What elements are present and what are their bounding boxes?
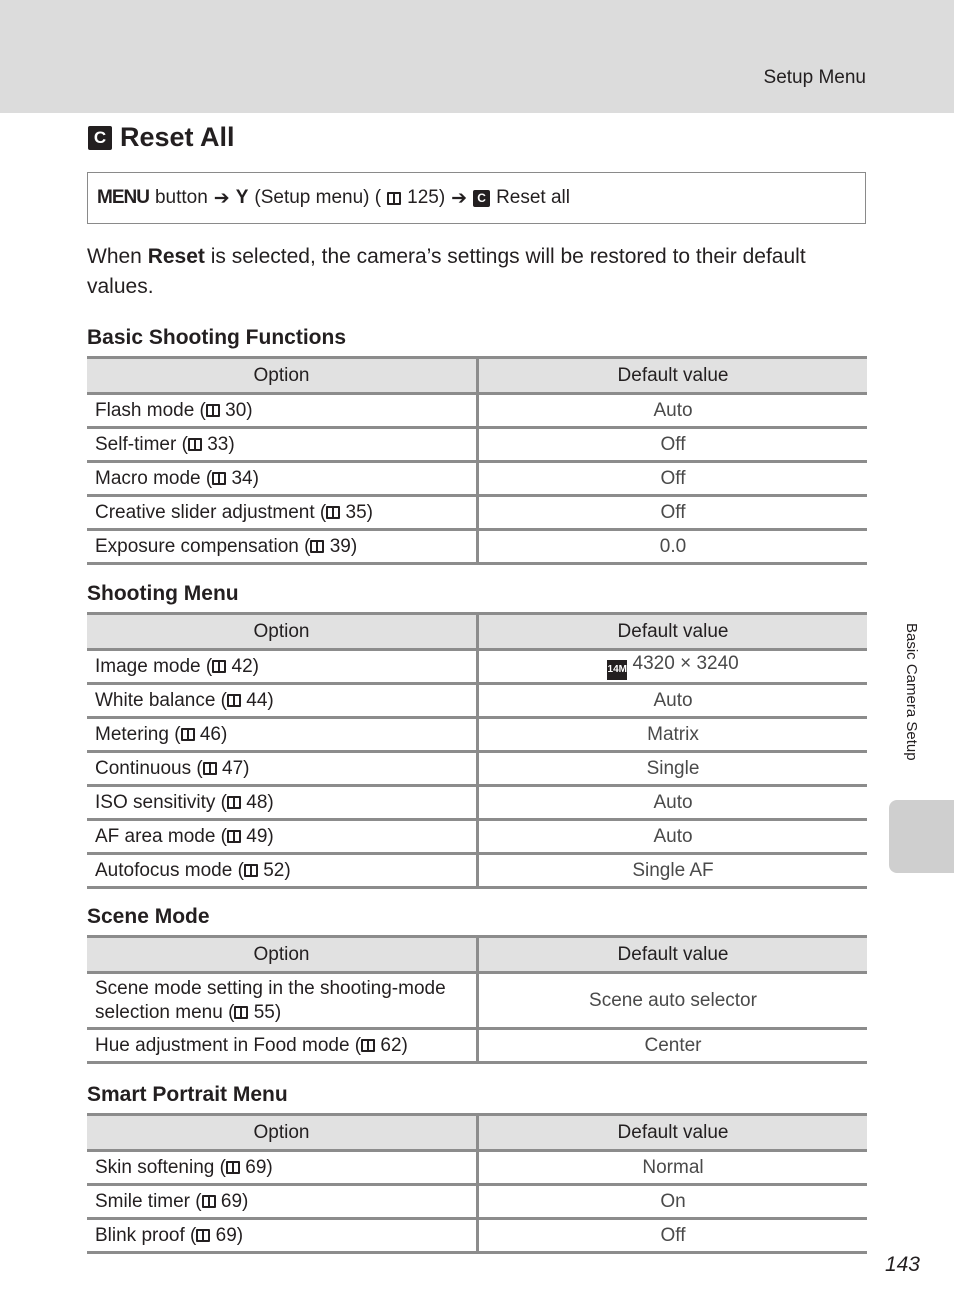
option-text: Creative slider adjustment ( xyxy=(95,501,327,523)
option-cell xyxy=(87,854,478,888)
option-page: 52) xyxy=(263,859,291,881)
option-page: 34) xyxy=(231,467,259,489)
option-text: ISO sensitivity ( xyxy=(95,791,227,813)
page-reference-icon xyxy=(203,762,217,775)
option-cell xyxy=(87,428,478,462)
page-reference-icon xyxy=(202,1195,216,1208)
option-cell xyxy=(87,820,478,854)
default-value-cell: Center xyxy=(478,1029,868,1063)
default-value-cell: Auto xyxy=(478,394,868,428)
option-cell xyxy=(87,1185,478,1219)
page-title xyxy=(88,122,235,153)
page-reference-icon xyxy=(181,728,195,741)
section-title-basic-shooting: Basic Shooting Functions xyxy=(87,326,347,349)
arrow-right-icon: ➔ xyxy=(451,187,468,209)
table-row xyxy=(87,1029,867,1063)
default-value-cell: Auto xyxy=(478,820,868,854)
column-header-option: Option xyxy=(87,937,478,973)
option-page: 35) xyxy=(345,501,374,523)
wrench-icon: Y xyxy=(235,187,249,208)
option-cell xyxy=(87,650,478,684)
intro-text-before: When xyxy=(87,245,148,268)
default-value-cell: Off xyxy=(478,428,868,462)
page-reference-icon xyxy=(227,796,241,809)
page-reference-icon xyxy=(206,404,220,417)
default-value-cell: Auto xyxy=(478,684,868,718)
default-value-cell: Scene auto selector xyxy=(478,973,868,1029)
option-page: 62) xyxy=(380,1034,408,1056)
table-row xyxy=(87,820,867,854)
table-row xyxy=(87,496,867,530)
section-title-shooting-menu: Shooting Menu xyxy=(87,582,239,605)
intro-bold-term: Reset xyxy=(147,245,205,268)
option-cell xyxy=(87,1029,478,1063)
page-reference-icon xyxy=(196,1229,210,1242)
option-cell xyxy=(87,973,478,1029)
option-page: 47) xyxy=(222,757,250,779)
table-header-row xyxy=(87,358,867,394)
option-page: 39) xyxy=(329,535,358,557)
option-cell xyxy=(87,530,478,564)
scene-mode-table xyxy=(87,935,867,1064)
option-text-line1: Scene mode setting in the shooting-mode xyxy=(95,977,446,999)
default-value-cell: Single AF xyxy=(478,854,868,888)
default-value-text: 4320 × 3240 xyxy=(632,653,739,674)
table-row xyxy=(87,394,867,428)
column-header-option: Option xyxy=(87,614,478,650)
menu-path-reset-text: Reset all xyxy=(496,187,570,208)
table-header-row xyxy=(87,1115,867,1151)
option-cell xyxy=(87,496,478,530)
menu-path-setup-page: 125) xyxy=(407,187,446,208)
smart-portrait-table xyxy=(87,1113,867,1254)
table-header-row xyxy=(87,937,867,973)
column-header-option: Option xyxy=(87,1115,478,1151)
option-text: selection menu ( xyxy=(95,1001,235,1023)
header-band xyxy=(0,0,954,113)
option-cell xyxy=(87,786,478,820)
table-row xyxy=(87,1219,867,1253)
page-reference-icon xyxy=(387,192,401,205)
option-page: 33) xyxy=(207,433,235,455)
option-cell xyxy=(87,684,478,718)
intro-paragraph xyxy=(87,242,867,302)
option-cell xyxy=(87,1151,478,1185)
page-reference-icon xyxy=(361,1039,375,1052)
default-value-cell: On xyxy=(478,1185,868,1219)
option-page: 69) xyxy=(245,1156,273,1178)
page-reference-icon xyxy=(212,660,226,673)
option-text: Blink proof ( xyxy=(95,1224,197,1246)
option-text: Continuous ( xyxy=(95,757,203,779)
option-text: Image mode ( xyxy=(95,655,213,677)
image-mode-14m-icon: 14M xyxy=(607,660,627,680)
page-title-text: Reset All xyxy=(120,122,235,152)
side-tab xyxy=(889,800,954,873)
option-text: Metering ( xyxy=(95,723,181,745)
default-value-cell: Auto xyxy=(478,786,868,820)
page-reference-icon xyxy=(310,540,324,553)
column-header-default: Default value xyxy=(478,358,868,394)
table-row xyxy=(87,718,867,752)
page-reference-icon xyxy=(226,1161,240,1174)
table-row xyxy=(87,752,867,786)
intro-text-after: is selected, the camera’s settings will be restored to their default values. xyxy=(87,245,806,298)
table-row xyxy=(87,684,867,718)
option-cell xyxy=(87,752,478,786)
option-text: Macro mode ( xyxy=(95,467,213,489)
option-text: Skin softening ( xyxy=(95,1156,226,1178)
default-value-cell: 0.0 xyxy=(478,530,868,564)
default-value-cell: Normal xyxy=(478,1151,868,1185)
table-row xyxy=(87,530,867,564)
option-cell xyxy=(87,1219,478,1253)
page-reference-icon xyxy=(227,830,241,843)
option-text: Hue adjustment in Food mode ( xyxy=(95,1034,362,1056)
column-header-default: Default value xyxy=(478,937,868,973)
option-cell xyxy=(87,462,478,496)
table-row xyxy=(87,1185,867,1219)
table-header-row xyxy=(87,614,867,650)
option-page: 69) xyxy=(220,1190,249,1212)
option-page: 49) xyxy=(246,825,274,847)
default-value-cell: Off xyxy=(478,496,868,530)
page-reference-icon xyxy=(244,864,258,877)
table-row xyxy=(87,854,867,888)
option-page: 44) xyxy=(246,689,274,711)
page-reference-icon xyxy=(212,472,226,485)
table-row xyxy=(87,650,867,684)
option-cell xyxy=(87,394,478,428)
option-text: Smile timer ( xyxy=(95,1190,202,1212)
option-page: 46) xyxy=(199,723,228,745)
option-cell xyxy=(87,718,478,752)
table-row xyxy=(87,786,867,820)
default-value-cell: Matrix xyxy=(478,718,868,752)
basic-shooting-table xyxy=(87,356,867,565)
option-page: 30) xyxy=(225,399,253,421)
default-value-cell: Off xyxy=(478,462,868,496)
option-page: 55) xyxy=(253,1001,282,1023)
default-value-cell: Single xyxy=(478,752,868,786)
option-text: Autofocus mode ( xyxy=(95,859,244,881)
section-label: Setup Menu xyxy=(763,67,866,88)
section-title-smart-portrait: Smart Portrait Menu xyxy=(87,1083,288,1106)
menu-path-setup-text: (Setup menu) ( xyxy=(254,187,382,208)
page-number: 143 xyxy=(884,1253,920,1276)
reset-icon: C xyxy=(88,126,112,150)
default-value-cell: Off xyxy=(478,1219,868,1253)
page-reference-icon xyxy=(188,438,202,451)
option-text: Exposure compensation ( xyxy=(95,535,311,557)
arrow-right-icon: ➔ xyxy=(213,187,230,209)
option-page: 42) xyxy=(231,655,259,677)
table-row xyxy=(87,1151,867,1185)
option-text: AF area mode ( xyxy=(95,825,227,847)
option-text: Self-timer ( xyxy=(95,433,188,455)
page-reference-icon xyxy=(227,694,241,707)
column-header-default: Default value xyxy=(478,1115,868,1151)
default-value-cell xyxy=(478,650,868,684)
table-row xyxy=(87,428,867,462)
page-reference-icon xyxy=(326,506,340,519)
option-page: 69) xyxy=(215,1224,244,1246)
column-header-default: Default value xyxy=(478,614,868,650)
menu-path-button-text: button xyxy=(154,187,208,208)
menu-button-icon: MENU xyxy=(97,187,149,208)
shooting-menu-table xyxy=(87,612,867,889)
reset-icon: C xyxy=(473,190,490,207)
option-text: Flash mode ( xyxy=(95,399,206,421)
menu-path-box xyxy=(87,172,866,224)
table-row xyxy=(87,462,867,496)
section-title-scene-mode: Scene Mode xyxy=(87,905,210,928)
table-row xyxy=(87,973,867,1029)
column-header-option: Option xyxy=(87,358,478,394)
page-reference-icon xyxy=(234,1006,248,1019)
option-page: 48) xyxy=(246,791,274,813)
option-text: White balance ( xyxy=(95,689,228,711)
side-tab-label: Basic Camera Setup xyxy=(903,623,920,761)
